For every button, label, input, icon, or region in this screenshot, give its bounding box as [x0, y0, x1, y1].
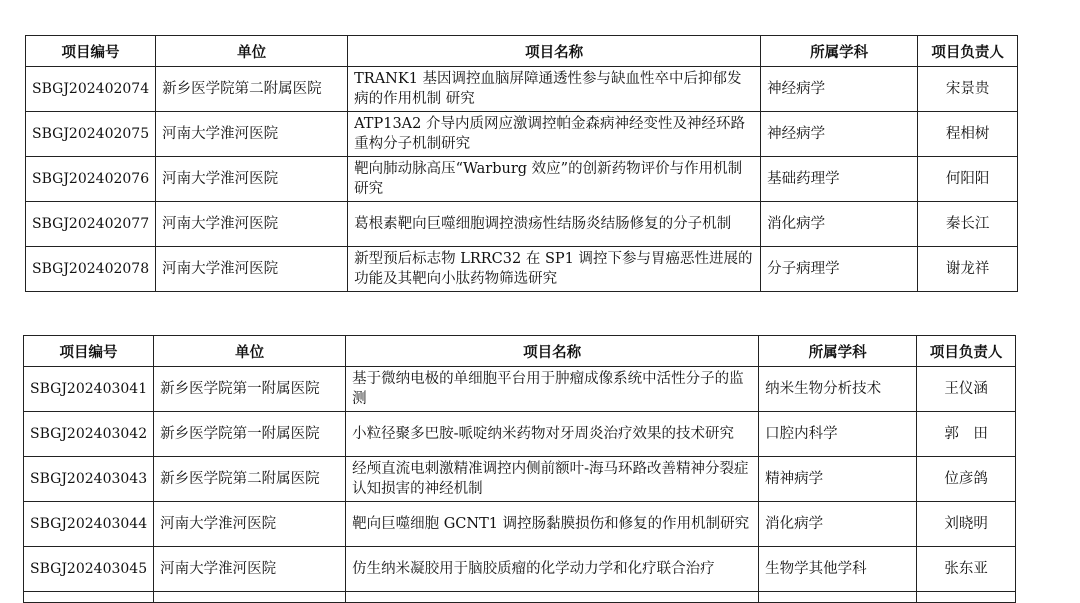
header-name: 项目名称 [348, 36, 761, 67]
header-leader: 项目负责人 [917, 336, 1016, 367]
project-subject: 纳米生物分析技术 [759, 367, 917, 412]
table-row [26, 157, 1018, 202]
project-name: 基于微纳电极的单细胞平台用于肿瘤成像系统中活性分子的监测 [346, 367, 759, 412]
cutoff-cell [759, 592, 917, 603]
table-header-row [24, 336, 1016, 367]
project-subject: 精神病学 [759, 457, 917, 502]
project-name: TRANK1 基因调控血脑屏障通透性参与缺血性卒中后抑郁发病的作用机制 研究 [348, 67, 761, 112]
table-header-row [26, 36, 1018, 67]
header-unit: 单位 [154, 336, 346, 367]
project-subject: 神经病学 [761, 112, 918, 157]
header-subject: 所属学科 [759, 336, 917, 367]
header-name: 项目名称 [346, 336, 759, 367]
project-leader: 位彦鸽 [917, 457, 1016, 502]
project-subject: 消化病学 [761, 202, 918, 247]
table-row [26, 67, 1018, 112]
project-subject: 分子病理学 [761, 247, 918, 292]
project-name: 葛根素靶向巨噬细胞调控溃疡性结肠炎结肠修复的分子机制 [348, 202, 761, 247]
project-id: SBGJ202402076 [26, 157, 156, 202]
project-leader: 宋景贵 [918, 67, 1018, 112]
project-unit: 河南大学淮河医院 [156, 247, 348, 292]
project-unit: 河南大学淮河医院 [156, 202, 348, 247]
project-table-1 [25, 35, 1018, 292]
project-unit: 新乡医学院第一附属医院 [154, 367, 346, 412]
table-row [24, 367, 1016, 412]
project-subject: 神经病学 [761, 67, 918, 112]
project-id: SBGJ202403042 [24, 412, 154, 457]
project-leader: 谢龙祥 [918, 247, 1018, 292]
project-leader: 刘晓明 [917, 502, 1016, 547]
table-row [26, 202, 1018, 247]
table-row [24, 502, 1016, 547]
header-id: 项目编号 [26, 36, 156, 67]
project-leader: 郭 田 [917, 412, 1016, 457]
project-unit: 河南大学淮河医院 [156, 157, 348, 202]
project-name: 靶向巨噬细胞 GCNT1 调控肠黏膜损伤和修复的作用机制研究 [346, 502, 759, 547]
header-subject: 所属学科 [761, 36, 918, 67]
table-row [26, 112, 1018, 157]
project-unit: 河南大学淮河医院 [154, 502, 346, 547]
project-id: SBGJ202402074 [26, 67, 156, 112]
header-unit: 单位 [156, 36, 348, 67]
project-leader: 程相树 [918, 112, 1018, 157]
project-name: 经颅直流电刺激精准调控内侧前额叶-海马环路改善精神分裂症认知损害的神经机制 [346, 457, 759, 502]
project-name: 小粒径聚多巴胺-哌啶纳米药物对牙周炎治疗效果的技术研究 [346, 412, 759, 457]
project-id: SBGJ202402077 [26, 202, 156, 247]
project-subject: 消化病学 [759, 502, 917, 547]
table-row-cutoff [24, 592, 1016, 603]
cutoff-cell [346, 592, 759, 603]
project-name: 仿生纳米凝胶用于脑胶质瘤的化学动力学和化疗联合治疗 [346, 547, 759, 592]
header-leader: 项目负责人 [918, 36, 1018, 67]
table-row [24, 547, 1016, 592]
project-unit: 河南大学淮河医院 [156, 112, 348, 157]
project-unit: 新乡医学院第二附属医院 [156, 67, 348, 112]
project-table-2 [23, 335, 1016, 603]
project-subject: 口腔内科学 [759, 412, 917, 457]
project-name: ATP13A2 介导内质网应激调控帕金森病神经变性及神经环路重构分子机制研究 [348, 112, 761, 157]
project-name: 新型预后标志物 LRRC32 在 SP1 调控下参与胃癌恶性进展的功能及其靶向小肽药物筛选研究 [348, 247, 761, 292]
project-id: SBGJ202403044 [24, 502, 154, 547]
project-unit: 河南大学淮河医院 [154, 547, 346, 592]
cutoff-cell [917, 592, 1016, 603]
table-row [24, 457, 1016, 502]
project-leader: 何阳阳 [918, 157, 1018, 202]
project-id: SBGJ202402075 [26, 112, 156, 157]
project-subject: 基础药理学 [761, 157, 918, 202]
project-leader: 张东亚 [917, 547, 1016, 592]
project-id: SBGJ202402078 [26, 247, 156, 292]
project-leader: 秦长江 [918, 202, 1018, 247]
project-id: SBGJ202403045 [24, 547, 154, 592]
cutoff-cell [24, 592, 154, 603]
project-leader: 王仪涵 [917, 367, 1016, 412]
project-subject: 生物学其他学科 [759, 547, 917, 592]
project-unit: 新乡医学院第二附属医院 [154, 457, 346, 502]
table-row [26, 247, 1018, 292]
table-row [24, 412, 1016, 457]
project-id: SBGJ202403041 [24, 367, 154, 412]
project-id: SBGJ202403043 [24, 457, 154, 502]
project-name: 靶向肺动脉高压“Warburg 效应”的创新药物评价与作用机制研究 [348, 157, 761, 202]
header-id: 项目编号 [24, 336, 154, 367]
project-unit: 新乡医学院第一附属医院 [154, 412, 346, 457]
cutoff-cell [154, 592, 346, 603]
